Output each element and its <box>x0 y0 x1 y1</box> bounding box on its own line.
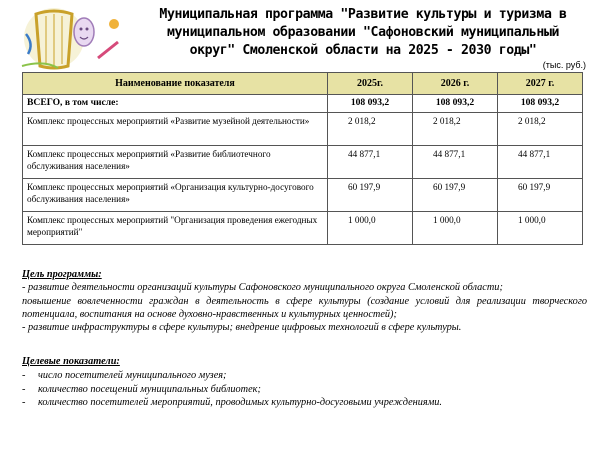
row-value: 60 197,9 <box>328 179 413 212</box>
row-value: 44 877,1 <box>498 146 583 179</box>
indicators-heading: Целевые показатели: <box>22 356 120 367</box>
row-value: 44 877,1 <box>328 146 413 179</box>
title-line: округ" Смоленской области на 2025 - 2030 годы" <box>189 43 537 58</box>
column-header: 2026 г. <box>413 73 498 95</box>
table-row <box>23 113 583 146</box>
table-row <box>23 212 583 245</box>
row-value: 1 000,0 <box>413 212 498 245</box>
list-item: - количество посетителей мероприятий, проводимых культурно-досуговыми учреждениями. <box>22 396 442 408</box>
total-label: ВСЕГО, в том числе: <box>23 95 328 113</box>
row-value: 1 000,0 <box>498 212 583 245</box>
row-value: 60 197,9 <box>413 179 498 212</box>
column-header: 2027 г. <box>498 73 583 95</box>
goal-item: - развитие деятельности организаций культуры Сафоновского муниципального округа Смоленской области; <box>22 282 503 294</box>
goal-item: - развитие инфраструктуры в сфере культуры; внедрение цифровых технологий в сфере культуры. <box>22 322 462 334</box>
indicator-text: количество посетителей мероприятий, проводимых культурно-досуговыми учреждениями. <box>38 396 442 408</box>
total-row <box>23 95 583 113</box>
row-value: 2 018,2 <box>328 113 413 146</box>
units-label: (тыс. руб.) <box>542 60 586 70</box>
column-header: Наименование показателя <box>23 73 328 95</box>
row-label: Комплекс процессных мероприятий «Развитие музейной деятельности» <box>23 113 328 146</box>
culture-logo <box>14 4 132 74</box>
indicator-text: число посетителей муниципального музея; <box>38 370 227 382</box>
row-label: Комплекс процессных мероприятий «Организация культурно-досугового обслуживания населения» <box>23 179 328 212</box>
list-item: - количество посещений муниципальных библиотек; <box>22 383 261 395</box>
title-line: муниципальном образовании "Сафоновский муниципальный <box>166 25 560 40</box>
row-label: Комплекс процессных мероприятий «Развитие библиотечного обслуживания населения» <box>23 146 328 179</box>
row-value: 2 018,2 <box>498 113 583 146</box>
row-label: Комплекс процессных мероприятий "Организация проведения ежегодных мероприятий" <box>23 212 328 245</box>
program-goal-section <box>22 268 587 334</box>
page-title <box>132 6 594 60</box>
row-value: 44 877,1 <box>413 146 498 179</box>
goal-heading: Цель программы: <box>22 269 102 280</box>
indicators-list <box>22 369 587 409</box>
row-value: 60 197,9 <box>498 179 583 212</box>
total-value: 108 093,2 <box>328 95 413 113</box>
row-value: 1 000,0 <box>328 212 413 245</box>
table-row <box>23 146 583 179</box>
list-item: - число посетителей муниципального музея; <box>22 370 227 382</box>
column-header: 2025г. <box>328 73 413 95</box>
indicator-text: количество посещений муниципальных библиотек; <box>38 383 261 395</box>
total-value: 108 093,2 <box>413 95 498 113</box>
title-line: Муниципальная программа "Развитие культуры и туризма в <box>159 7 567 22</box>
table-row <box>23 179 583 212</box>
total-value: 108 093,2 <box>498 95 583 113</box>
budget-table <box>22 72 583 245</box>
table-header-row <box>23 73 583 95</box>
row-value: 2 018,2 <box>413 113 498 146</box>
goal-item: повышение вовлеченности граждан в деятельность в сфере культуры (создание условий для реализации творческого потенциала, воспитания на основе духовно-нравственных и культурных ценностей); <box>22 295 587 320</box>
target-indicators-section <box>22 355 587 409</box>
